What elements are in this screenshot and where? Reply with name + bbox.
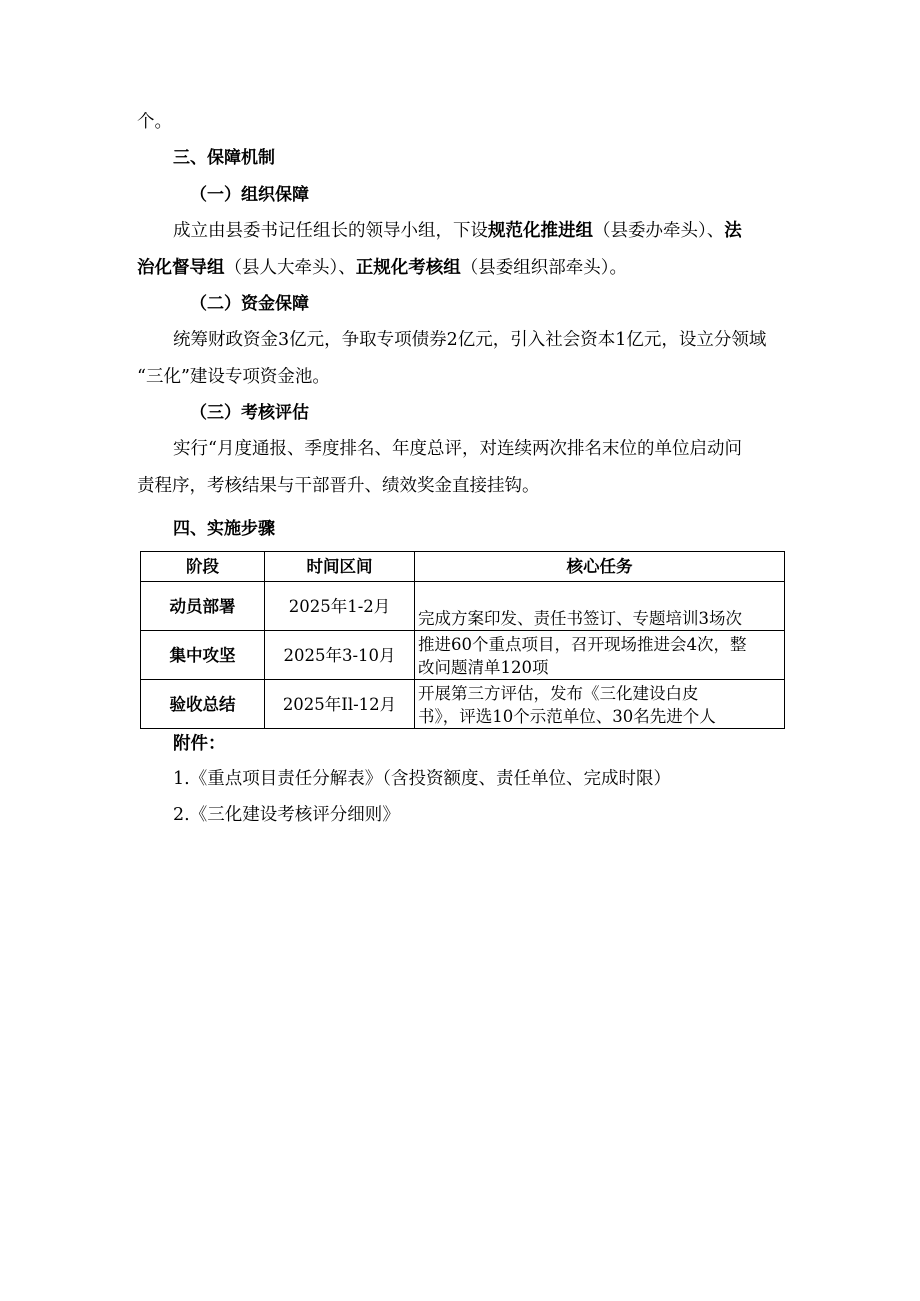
task-line: 推进60个重点项目，召开现场推进会4次，整: [418, 635, 747, 654]
section-3-heading: 三、保障机制: [173, 148, 275, 168]
time-cell: 2025年3-10月: [265, 631, 415, 680]
funds-paragraph-line-1: 统筹财政资金3亿元，争取专项债券2亿元，引入社会资本1亿元，设立分领域: [173, 330, 767, 350]
org-text-3: （县人大牵头）、: [224, 258, 356, 278]
task-line: 完成方案印发、责任书签订、专题培训3场次: [418, 609, 742, 628]
stage-cell: 验收总结: [141, 680, 265, 729]
assessment-paragraph-line-1: 实行“月度通报、季度排名、年度总评，对连续两次排名末位的单位启动问: [173, 439, 742, 459]
assessment-paragraph-line-2: 责程序，考核结果与干部晋升、绩效奖金直接挂钩。: [137, 476, 540, 496]
org-bold-group-1: 规范化推进组: [488, 221, 593, 241]
org-text-4: （县委组织部牵头）。: [460, 258, 627, 278]
org-bold-group-3: 正规化考核组: [355, 258, 461, 278]
table-row: [141, 680, 785, 729]
stage-cell: 动员部署: [141, 582, 265, 631]
task-cell: [415, 582, 785, 631]
task-cell: [415, 631, 785, 680]
implementation-table: [140, 551, 785, 729]
header-stage: 阶段: [141, 552, 265, 582]
time-cell: 2025年Il-12月: [265, 680, 415, 729]
header-task: 核心任务: [415, 552, 785, 582]
org-bold-group-2a: 法: [724, 221, 742, 241]
attachments-heading: 附件：: [173, 734, 226, 754]
header-time: 时间区间: [265, 552, 415, 582]
org-guarantee-heading: （一）组织保障: [190, 185, 309, 205]
attachment-item-2: 2.《三化建设考核评分细则》: [173, 805, 400, 825]
task-line: 改问题清单120项: [418, 658, 549, 677]
assessment-heading: （三）考核评估: [190, 403, 309, 423]
table-row: [141, 582, 785, 631]
task-line: 书》，评选10个示范单位、30名先进个人: [418, 707, 716, 726]
stage-cell: 集中攻坚: [141, 631, 265, 680]
org-paragraph-line-1: [173, 219, 742, 243]
section-4-heading: 四、实施步骤: [173, 519, 275, 539]
task-cell: [415, 680, 785, 729]
org-paragraph-line-2: [137, 256, 627, 280]
time-cell: 2025年1-2月: [265, 582, 415, 631]
org-bold-group-2b: 治化督导组: [137, 258, 225, 278]
task-line: 开展第三方评估，发布《三化建设白皮: [418, 684, 699, 703]
funds-paragraph-line-2: “三化”建设专项资金池。: [137, 367, 330, 387]
attachment-item-1: 1.《重点项目责任分解表》（含投资额度、责任单位、完成时限）: [173, 769, 671, 789]
continuation-fragment: 个。: [137, 112, 172, 132]
funds-guarantee-heading: （二）资金保障: [190, 294, 309, 314]
org-text-1: 成立由县委书记任组长的领导小组，下设: [173, 221, 488, 241]
table-row: [141, 631, 785, 680]
org-text-2: （县委办牵头）、: [593, 221, 725, 241]
